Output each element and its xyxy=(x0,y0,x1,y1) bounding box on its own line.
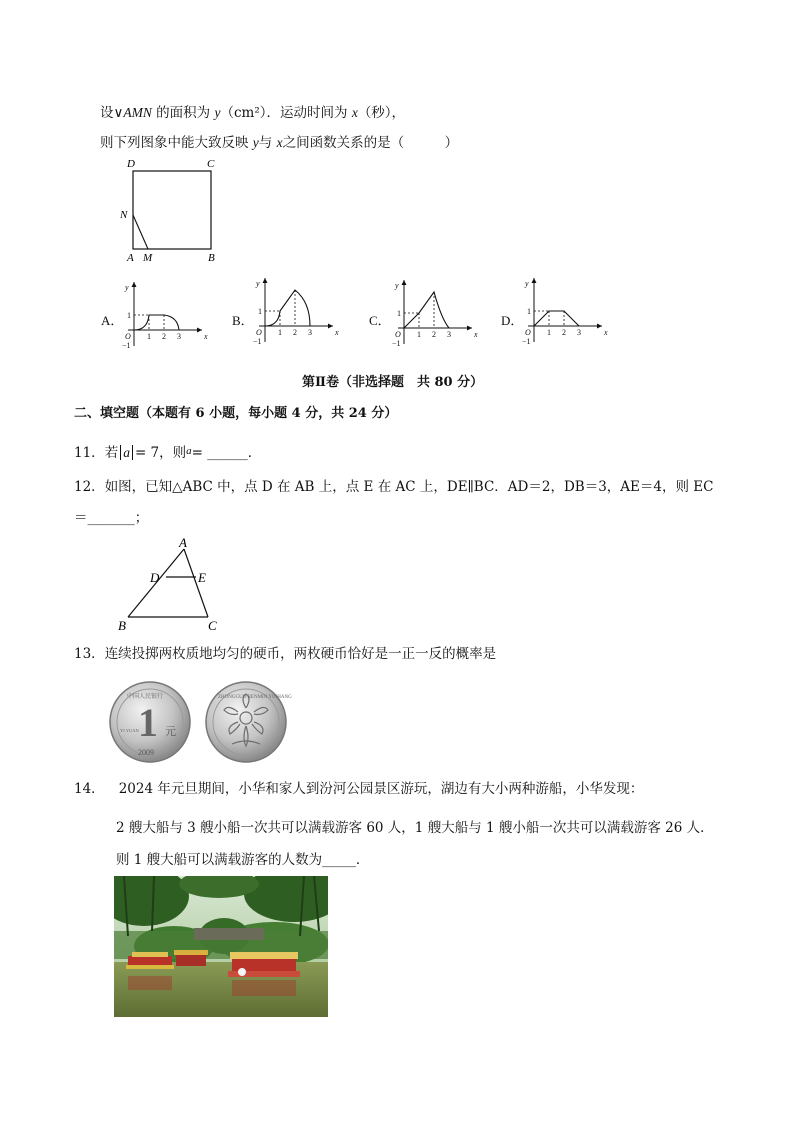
x-axis-label: x xyxy=(474,330,478,339)
lake-boats-photo xyxy=(114,876,328,1017)
q14-text: 2024 年元旦期间，小华和家人到汾河公园景区游玩，湖边有大小两种游船，小华发现： xyxy=(118,781,644,797)
tick-y-neg1: −1 xyxy=(122,341,131,350)
section-title: 第Ⅱ卷（非选择题 共 80 分） xyxy=(302,375,484,390)
label-m: M xyxy=(143,252,153,264)
abs-value-a: a xyxy=(120,445,133,460)
tick-x-2: 2 xyxy=(293,328,297,337)
tick-y-1: 1 xyxy=(397,309,401,318)
coin-numeral: 1 xyxy=(138,700,158,745)
tick-y-1: 1 xyxy=(258,307,262,316)
q10-line2-mid: 与 xyxy=(258,135,277,151)
coins-image xyxy=(108,680,292,764)
x-axis-label: x xyxy=(604,328,608,337)
tick-x-2: 2 xyxy=(432,330,436,339)
fill-blank-heading: 二、填空题（本题有 6 小题，每小题 4 分，共 24 分） xyxy=(74,406,398,421)
x-axis-label: x xyxy=(335,328,339,337)
boat-middle xyxy=(174,950,208,966)
option-d-graph xyxy=(518,270,626,354)
x-axis-label: x xyxy=(204,332,208,341)
triangle-diagram xyxy=(110,535,230,635)
q10-text-pre: 设 xyxy=(100,105,114,121)
tick-x-3: 3 xyxy=(177,332,181,341)
x-axis-arrow xyxy=(197,328,202,333)
option-b-graph xyxy=(249,270,354,354)
q11-answer-blank: = ______． xyxy=(191,445,262,461)
pavilion xyxy=(194,928,264,940)
coin-year: 2009 xyxy=(138,748,154,757)
q14-answer-blank: 则 1 艘大船可以满载游客的人数为_____． xyxy=(116,852,370,868)
label-a: A xyxy=(179,535,187,550)
tick-x-1: 1 xyxy=(147,332,151,341)
segment-mn xyxy=(133,215,148,249)
unit-cm2: （cm²） xyxy=(220,105,267,121)
q10-line1 xyxy=(100,104,405,122)
label-a: A xyxy=(127,252,134,264)
boat-right xyxy=(228,952,300,977)
y-axis-arrow xyxy=(532,278,537,283)
origin-label: O xyxy=(525,328,531,337)
tick-x-2: 2 xyxy=(562,328,566,337)
tick-x-2: 2 xyxy=(162,332,166,341)
function-curve xyxy=(265,290,310,326)
tick-x-3: 3 xyxy=(447,330,451,339)
q10-text-post: （秒）， xyxy=(357,105,406,121)
q12-line1 xyxy=(74,478,713,496)
q13-text: 连续投掷两枚质地均匀的硬币，两枚硬币恰好是一正一反的概率是 xyxy=(104,646,497,662)
label-b: B xyxy=(118,618,126,633)
var-y: y xyxy=(252,135,259,150)
y-axis-arrow xyxy=(263,278,268,283)
tick-x-1: 1 xyxy=(417,330,421,339)
square-diagram xyxy=(115,155,225,265)
y-axis-label: y xyxy=(256,279,260,288)
var-x: x xyxy=(276,135,283,150)
option-d-label: D． xyxy=(501,313,524,328)
var-a: a xyxy=(186,445,192,457)
q11 xyxy=(74,442,261,462)
option-b-label: B． xyxy=(232,313,254,328)
function-curve xyxy=(534,311,579,326)
tick-x-1: 1 xyxy=(278,328,282,337)
q10-line2-pre: 则下列图象中能大致反映 xyxy=(100,135,253,151)
origin-label: O xyxy=(125,332,131,341)
boat-left xyxy=(126,952,174,969)
label-d: D xyxy=(150,570,160,585)
option-a-label: A． xyxy=(101,313,124,328)
tick-y-neg1: −1 xyxy=(253,337,262,346)
coin-back-top-text: ZHONGGUO RENMIN YINHANG xyxy=(218,695,292,700)
q10-text-mid: 的面积为 xyxy=(151,105,215,121)
q13-number: 13． xyxy=(74,646,105,662)
option-c-graph xyxy=(388,272,488,354)
function-curve xyxy=(404,292,449,328)
label-c: C xyxy=(207,158,215,170)
label-e: E xyxy=(198,570,206,585)
label-d: D xyxy=(127,158,135,170)
q10-text-mid2: ．运动时间为 xyxy=(266,105,352,121)
y-axis-label: y xyxy=(525,279,529,288)
tick-x-3: 3 xyxy=(308,328,312,337)
label-n: N xyxy=(120,209,128,221)
q12-answer-blank: ＝_______； xyxy=(74,510,149,526)
var-x: x xyxy=(351,105,358,120)
q12-text: 如图，已知△ABC 中，点 D 在 AB 上，点 E 在 AC 上，DE∥BC．AD＝2，DB＝3，AE＝4，则 EC xyxy=(104,479,714,495)
origin-label: O xyxy=(256,328,262,337)
label-c: C xyxy=(208,618,217,633)
triangle-symbol: ∨ xyxy=(113,105,124,121)
y-axis-arrow xyxy=(402,280,407,285)
label-b: B xyxy=(208,252,215,264)
coin-pinyin: YI YUAN xyxy=(120,728,139,733)
square-abcd xyxy=(133,171,211,249)
tick-x-3: 3 xyxy=(577,328,581,337)
q10-line2-post: 之间函数关系的是（ ） xyxy=(282,135,459,151)
function-curve xyxy=(134,315,179,330)
tick-y-neg1: −1 xyxy=(522,337,531,346)
y-axis-label: y xyxy=(395,281,399,290)
x-axis-arrow xyxy=(597,324,602,329)
y-axis-label: y xyxy=(125,283,129,292)
q14-number: 14． xyxy=(74,781,105,797)
triangle-name: AMN xyxy=(123,105,152,120)
option-a-graph xyxy=(118,274,218,354)
option-c-label: C． xyxy=(369,313,391,328)
q10-line2 xyxy=(100,134,458,152)
coin-front-top-text: 中国人民银行 xyxy=(127,694,164,700)
coin-yuan: 元 xyxy=(165,726,176,738)
q13 xyxy=(74,645,496,663)
tick-x-1: 1 xyxy=(547,328,551,337)
tick-y-1: 1 xyxy=(527,307,531,316)
q11-pre: 若 xyxy=(104,445,119,461)
var-y: y xyxy=(214,105,221,120)
q12-number: 12． xyxy=(74,479,105,495)
q11-number: 11． xyxy=(74,445,105,461)
tick-y-1: 1 xyxy=(127,311,131,320)
y-axis-arrow xyxy=(132,282,137,287)
coin-front xyxy=(110,682,190,762)
x-axis-arrow xyxy=(467,326,472,331)
q11-mid: = 7，则 xyxy=(134,445,187,461)
x-axis-arrow xyxy=(328,324,333,329)
tick-y-neg1: −1 xyxy=(392,339,401,348)
origin-label: O xyxy=(395,330,401,339)
q14-line1 xyxy=(74,780,643,798)
q14-line2: 2 艘大船与 3 艘小船一次共可以满载游客 60 人，1 艘大船与 1 艘小船一次共可以满载游客 26 人． xyxy=(116,820,714,836)
coin-back xyxy=(206,682,292,762)
